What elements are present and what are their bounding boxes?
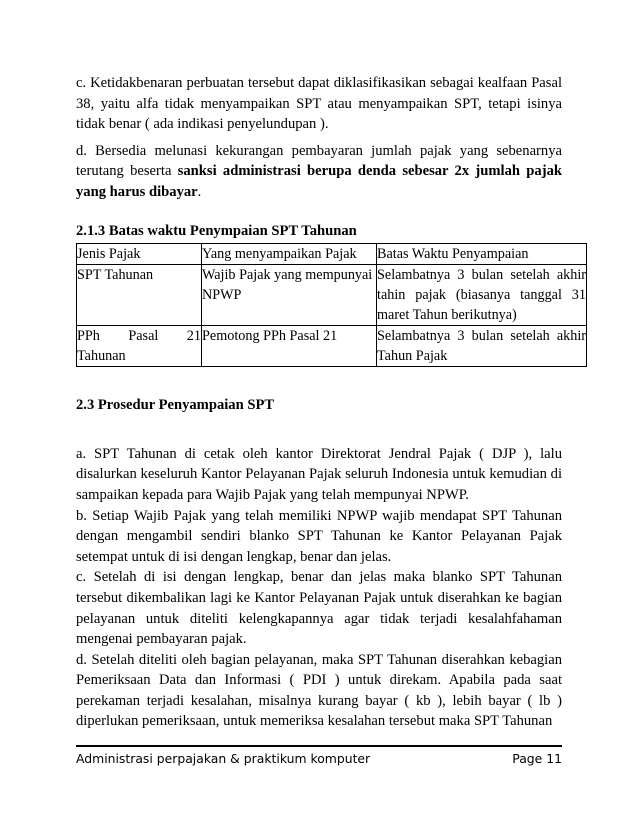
table-header-row — [77, 244, 587, 265]
section-heading-23: 2.3 Prosedur Penyampaian SPT — [76, 397, 275, 414]
page-body — [76, 73, 586, 732]
table-cell-word: PPh — [77, 328, 100, 345]
paragraph-d — [76, 141, 562, 203]
paragraph-d-bold: sanksi administrasi berupa denda sebesar 2x jumlah pajak yang harus dibayar — [76, 163, 562, 200]
table-header-cell: Jenis Pajak — [77, 244, 202, 265]
table-cell: Selambatnya 3 bulan setelah akhir Tahun Pajak — [377, 326, 587, 367]
page-number: Page 11 — [512, 751, 562, 766]
procedure-d: d. Setelah diteliti oleh bagian pelayanan, maka SPT Tahunan diserahkan kebagian Pemeriksaan Data dan Informasi ( PDI ) untuk direkam. Apabila pada saat perekaman terjadi kesalahan, misalnya kurang bayar ( kb ), lebih bayar ( lb ) diperlukan pemeriksaan, untuk memeriksa kesalahan tersebut maka SPT Tahunan — [76, 651, 562, 730]
table-cell — [77, 326, 202, 367]
procedure-c: c. Setelah di isi dengan lengkap, benar dan jelas maka blanko SPT Tahunan tersebut dikembalikan lagi ke Kantor Pelayanan Pajak untuk diserahkan ke bagian pelayanan untuk diteliti kelengkapannya agar tidak terjadi kesalahfahaman mengenai pembayaran pajak. — [76, 569, 562, 648]
paragraph-d-text: d. Bersedia melunasi kekurangan pembayaran jumlah pajak yang sebenarnya terutang beserta — [76, 142, 562, 180]
table-cell: Selambatnya 3 bulan setelah akhir tahin pajak (biasanya tanggal 31 maret Tahun berikutnya) — [377, 265, 587, 326]
paragraph-c: c. Ketidakbenaran perbuatan tersebut dapat diklasifikasikan sebagai kealfaan Pasal 38, yaitu alfa tidak menyampaikan SPT atau menyampaikan SPT, tetapi isinya tidak benar ( ada indikasi penyelundupan ). — [76, 75, 562, 133]
table-cell-word: Tahunan — [77, 348, 126, 365]
table-cell-line — [77, 326, 201, 346]
table-header-cell: Yang menyampaikan Pajak — [202, 244, 377, 265]
footer-title: Administrasi perpajakan & praktikum komputer — [76, 751, 371, 766]
table-cell-word: Pasal — [128, 328, 159, 345]
paragraph-d-suffix: . — [197, 183, 202, 200]
table-cell-word: 21 — [186, 328, 201, 345]
page-footer — [76, 745, 562, 766]
table-cell: SPT Tahunan — [77, 265, 202, 326]
spt-deadline-table — [76, 243, 587, 367]
procedure-a: a. SPT Tahunan di cetak oleh kantor Direktorat Jendral Pajak ( DJP ), lalu disalurkan keseluruh Kantor Pelayanan Pajak seluruh Indonesia untuk kemudian di sampaikan kepada para Wajib Pajak yang telah mempunyai NPWP. — [76, 445, 562, 503]
table-cell: Wajib Pajak yang mempunyai NPWP — [202, 265, 377, 326]
section-heading-213: 2.1.3 Batas waktu Penympaian SPT Tahunan — [76, 222, 357, 239]
procedure-b: b. Setiap Wajib Pajak yang telah memiliki NPWP wajib mendapat SPT Tahunan dengan mengambil sendiri blanko SPT Tahunan ke Kantor Pelayanan Pajak setempat untuk di isi dengan lengkap, benar dan jelas. — [76, 507, 562, 565]
table-header-cell: Batas Waktu Penyampaian — [377, 244, 587, 265]
table-cell: Pemotong PPh Pasal 21 — [202, 326, 377, 367]
table-row — [77, 265, 587, 326]
table-row — [77, 326, 587, 367]
